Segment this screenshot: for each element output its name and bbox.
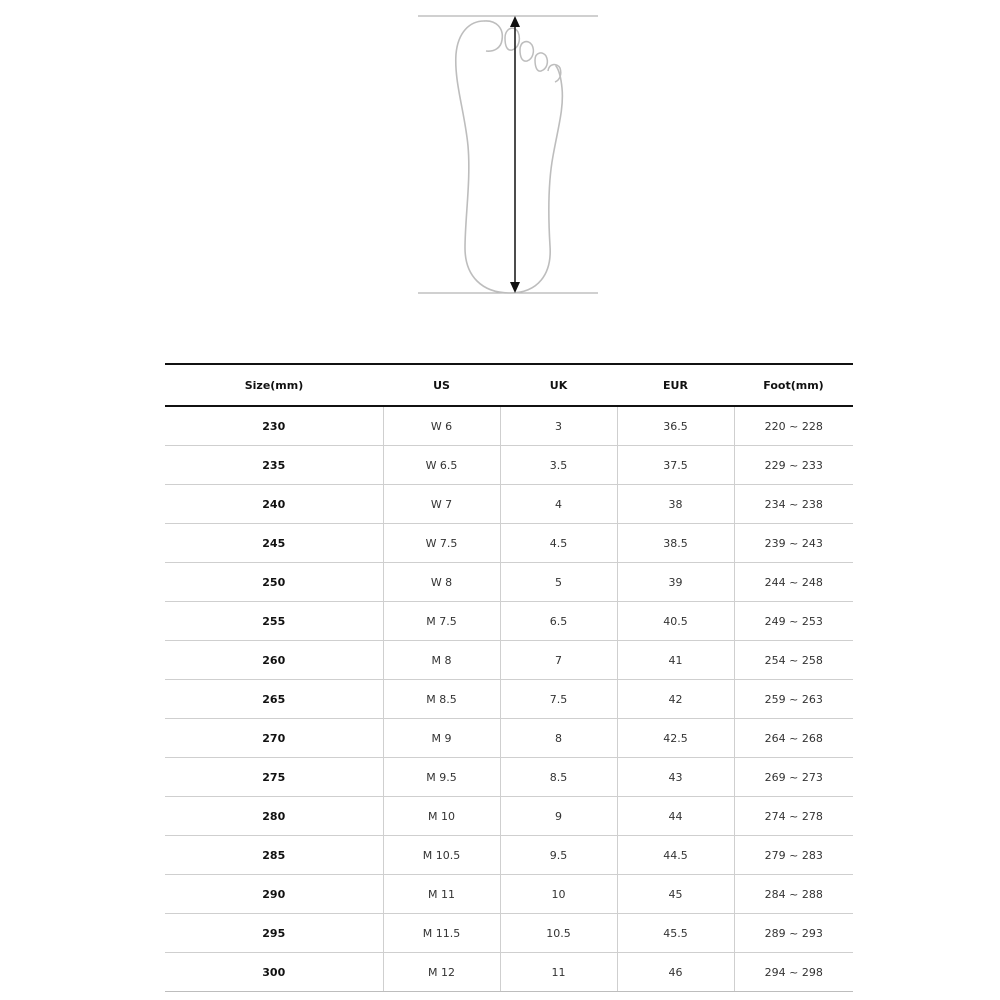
- cell-size: 290: [165, 875, 383, 914]
- arrow-head-down-icon: [510, 282, 520, 293]
- cell-uk: 8.5: [500, 758, 617, 797]
- cell-us: M 11: [383, 875, 500, 914]
- header-foot-mm: Foot(mm): [734, 364, 853, 406]
- header-size-mm: Size(mm): [165, 364, 383, 406]
- arrow-head-up-icon: [510, 16, 520, 27]
- big-toe: [484, 21, 502, 51]
- third-toe: [520, 42, 533, 62]
- cell-uk: 3: [500, 406, 617, 446]
- table-row: [165, 680, 853, 719]
- cell-uk: 10: [500, 875, 617, 914]
- cell-foot: 239 ~ 243: [734, 524, 853, 563]
- cell-foot: 254 ~ 258: [734, 641, 853, 680]
- cell-eur: 44.5: [617, 836, 734, 875]
- cell-foot: 234 ~ 238: [734, 485, 853, 524]
- fourth-toe: [535, 53, 547, 71]
- cell-size: 260: [165, 641, 383, 680]
- cell-us: M 10: [383, 797, 500, 836]
- foot-length-diagram: [410, 8, 610, 303]
- table-row: [165, 875, 853, 914]
- cell-eur: 41: [617, 641, 734, 680]
- cell-size: 245: [165, 524, 383, 563]
- cell-us: M 7.5: [383, 602, 500, 641]
- cell-foot: 220 ~ 228: [734, 406, 853, 446]
- cell-uk: 6.5: [500, 602, 617, 641]
- table-row: [165, 641, 853, 680]
- cell-size: 270: [165, 719, 383, 758]
- cell-eur: 36.5: [617, 406, 734, 446]
- header-eur: EUR: [617, 364, 734, 406]
- cell-foot: 279 ~ 283: [734, 836, 853, 875]
- cell-us: M 9.5: [383, 758, 500, 797]
- cell-uk: 8: [500, 719, 617, 758]
- cell-eur: 45: [617, 875, 734, 914]
- foot-length-icon: [410, 8, 610, 303]
- table-row: [165, 524, 853, 563]
- cell-eur: 45.5: [617, 914, 734, 953]
- table-row: [165, 719, 853, 758]
- cell-foot: 289 ~ 293: [734, 914, 853, 953]
- cell-size: 235: [165, 446, 383, 485]
- size-chart-table: [165, 363, 853, 992]
- table-row: [165, 485, 853, 524]
- cell-uk: 9.5: [500, 836, 617, 875]
- table-row: [165, 563, 853, 602]
- header-us: US: [383, 364, 500, 406]
- cell-foot: 274 ~ 278: [734, 797, 853, 836]
- cell-eur: 40.5: [617, 602, 734, 641]
- cell-uk: 4.5: [500, 524, 617, 563]
- cell-foot: 259 ~ 263: [734, 680, 853, 719]
- table-row: [165, 602, 853, 641]
- cell-foot: 244 ~ 248: [734, 563, 853, 602]
- table-row: [165, 406, 853, 446]
- cell-uk: 9: [500, 797, 617, 836]
- table-row: [165, 836, 853, 875]
- cell-size: 265: [165, 680, 383, 719]
- cell-us: M 10.5: [383, 836, 500, 875]
- cell-size: 240: [165, 485, 383, 524]
- table-row: [165, 446, 853, 485]
- cell-eur: 42: [617, 680, 734, 719]
- cell-size: 275: [165, 758, 383, 797]
- foot-outline: [456, 21, 563, 293]
- cell-foot: 284 ~ 288: [734, 875, 853, 914]
- cell-size: 230: [165, 406, 383, 446]
- table-row: [165, 797, 853, 836]
- cell-foot: 229 ~ 233: [734, 446, 853, 485]
- cell-us: M 8.5: [383, 680, 500, 719]
- cell-foot: 264 ~ 268: [734, 719, 853, 758]
- cell-size: 295: [165, 914, 383, 953]
- cell-uk: 5: [500, 563, 617, 602]
- cell-us: W 6: [383, 406, 500, 446]
- cell-size: 280: [165, 797, 383, 836]
- cell-uk: 3.5: [500, 446, 617, 485]
- cell-uk: 7: [500, 641, 617, 680]
- cell-foot: 294 ~ 298: [734, 953, 853, 992]
- cell-eur: 37.5: [617, 446, 734, 485]
- cell-eur: 46: [617, 953, 734, 992]
- cell-us: W 8: [383, 563, 500, 602]
- cell-eur: 39: [617, 563, 734, 602]
- cell-us: W 7.5: [383, 524, 500, 563]
- cell-uk: 7.5: [500, 680, 617, 719]
- cell-eur: 38: [617, 485, 734, 524]
- cell-eur: 38.5: [617, 524, 734, 563]
- cell-foot: 269 ~ 273: [734, 758, 853, 797]
- cell-us: M 8: [383, 641, 500, 680]
- cell-uk: 4: [500, 485, 617, 524]
- table-row: [165, 914, 853, 953]
- cell-us: W 6.5: [383, 446, 500, 485]
- cell-size: 300: [165, 953, 383, 992]
- second-toe: [505, 28, 519, 50]
- header-uk: UK: [500, 364, 617, 406]
- table-header-row: [165, 364, 853, 406]
- cell-eur: 42.5: [617, 719, 734, 758]
- cell-us: M 11.5: [383, 914, 500, 953]
- table-row: [165, 953, 853, 992]
- cell-uk: 11: [500, 953, 617, 992]
- cell-size: 285: [165, 836, 383, 875]
- table-row: [165, 758, 853, 797]
- cell-size: 250: [165, 563, 383, 602]
- cell-eur: 43: [617, 758, 734, 797]
- cell-us: W 7: [383, 485, 500, 524]
- cell-us: M 9: [383, 719, 500, 758]
- cell-uk: 10.5: [500, 914, 617, 953]
- cell-us: M 12: [383, 953, 500, 992]
- cell-size: 255: [165, 602, 383, 641]
- cell-eur: 44: [617, 797, 734, 836]
- cell-foot: 249 ~ 253: [734, 602, 853, 641]
